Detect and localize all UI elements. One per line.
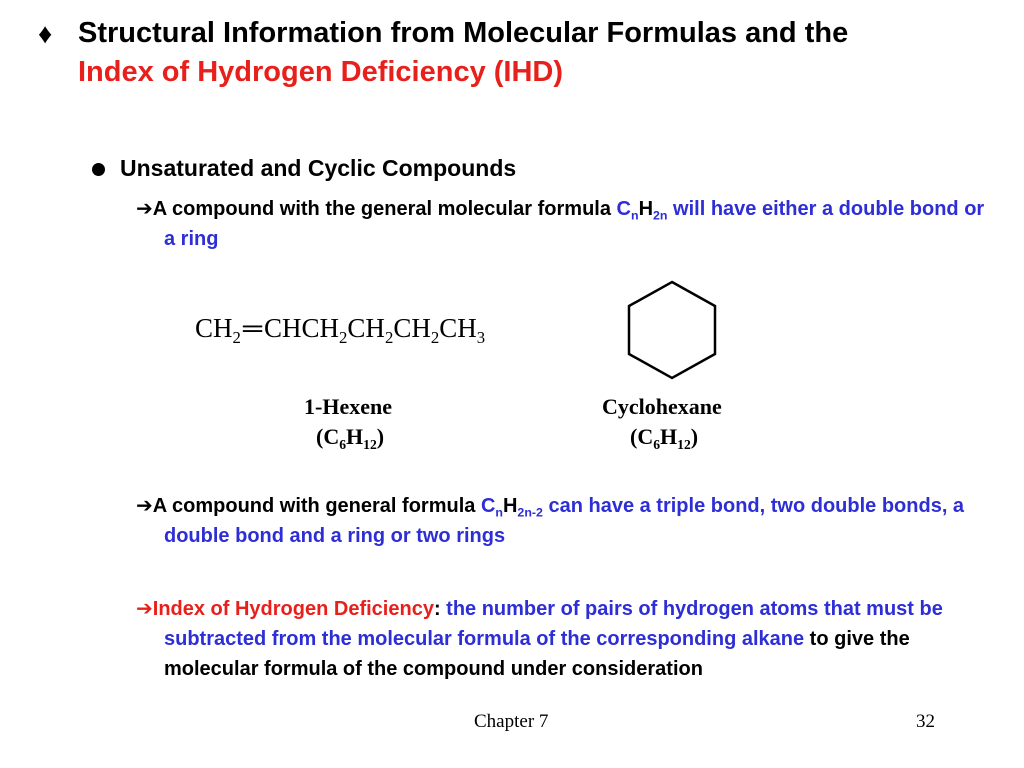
ihd-definition-highlight: the number of pairs of hydrogen atoms that must be subtracted from the molecular formula of the corresponding alkane bbox=[164, 598, 943, 650]
bullet-point-triple-bond bbox=[136, 491, 994, 551]
page-number: 32 bbox=[916, 711, 935, 732]
slide-title-highlight: Index of Hydrogen Deficiency (IHD) bbox=[78, 56, 564, 88]
para1-tail: will have either a double bond or a ring bbox=[164, 198, 985, 250]
double-bond-icon: ═ bbox=[242, 313, 263, 343]
para1-text: A compound with the general molecular formula bbox=[152, 198, 617, 220]
ihd-definition-rest: to give the molecular formula of the compound under consideration bbox=[164, 628, 910, 680]
arrow-icon: ➔ bbox=[136, 598, 153, 620]
para2-text: A compound with general formula bbox=[152, 495, 481, 517]
footer-chapter: Chapter 7 bbox=[474, 711, 549, 732]
arrow-icon: ➔ bbox=[136, 198, 153, 220]
slide-title: Structural Information from Molecular Formulas and the bbox=[78, 17, 849, 49]
hexene-molecular-formula: $(C_6H_{12})$ bbox=[316, 424, 385, 452]
para2-formula: $C_nH_{2n-2}$ bbox=[480, 495, 543, 520]
cyclohexane-name: Cyclohexane bbox=[602, 394, 722, 419]
bullet-point-ihd-definition: ➔Index of Hydrogen Deficiency: the number of pairs of hydrogen atoms that must be subtracted from the molecular formula of the corresponding alkane to give the molecular formula of the compound under consideration bbox=[136, 598, 943, 680]
cyclohexane-ring-icon bbox=[620, 280, 724, 380]
para1-formula: $C_nH_{2n}$ bbox=[616, 198, 668, 223]
arrow-icon: ➔ bbox=[136, 495, 153, 517]
title-bullet-icon: ♦ bbox=[38, 18, 53, 49]
hexene-structural-formula: $CH_2═CHCH_2CH_2CH_2CH_3$ bbox=[195, 313, 486, 347]
cyclohexane-molecular-formula: $(C_6H_{12})$ bbox=[630, 424, 699, 452]
section-heading: Unsaturated and Cyclic Compounds bbox=[120, 155, 517, 181]
para2-tail: can have a triple bond, two double bonds, a double bond and a ring or two rings bbox=[164, 495, 965, 547]
ihd-term: Index of Hydrogen Deficiency bbox=[152, 598, 434, 620]
hexene-name: 1-Hexene bbox=[304, 394, 392, 419]
bullet-point-general-formula bbox=[136, 194, 994, 254]
round-bullet-icon bbox=[92, 163, 105, 176]
